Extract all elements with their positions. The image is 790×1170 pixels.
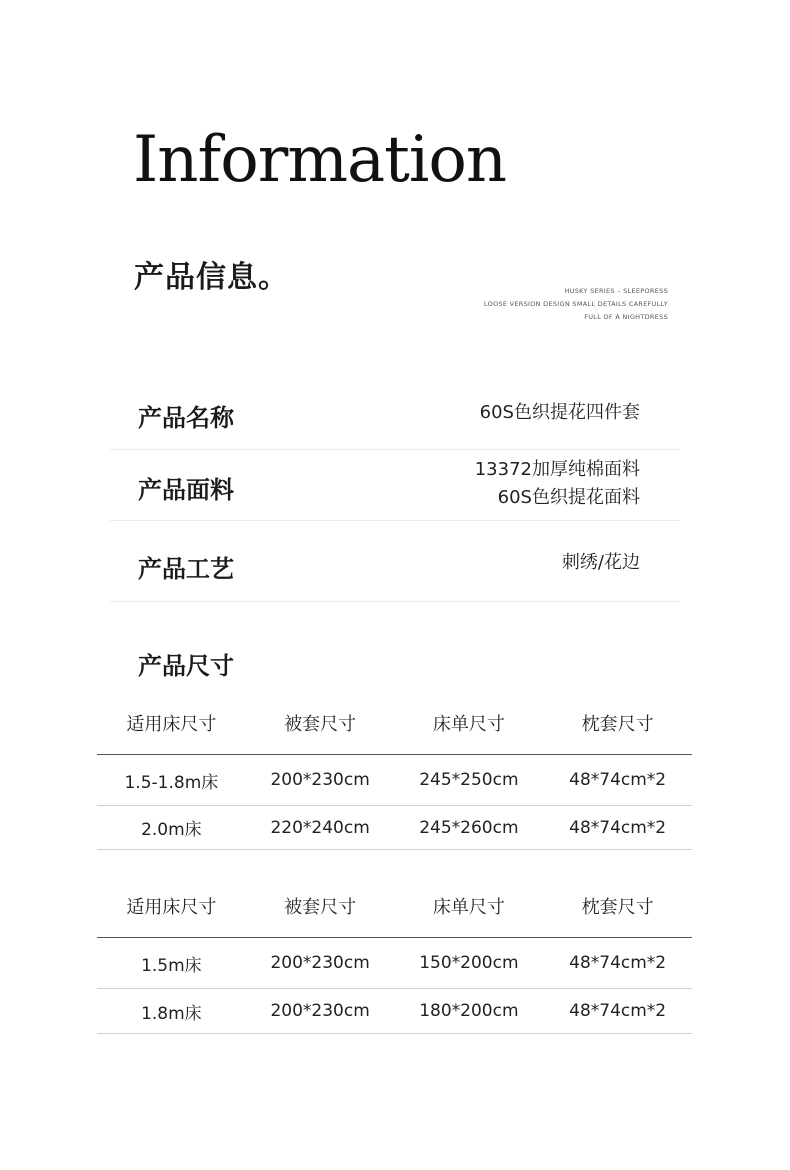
table-cell: 200*230cm: [246, 989, 395, 1034]
info-row-fabric: [110, 450, 680, 521]
column-header: 适用床尺寸: [97, 875, 246, 938]
column-header: 床单尺寸: [395, 875, 544, 938]
table-cell: 48*74cm*2: [543, 938, 692, 989]
tagline-line: LOOSE VERSION DESIGN SMALL DETAILS CAREFULLY: [483, 300, 668, 308]
sub-title: 产品信息。: [134, 260, 289, 295]
hero-title: Information: [133, 123, 507, 197]
table-cell: 48*74cm*2: [543, 989, 692, 1034]
size-table-1: [97, 692, 692, 850]
tagline-line: FULL OF A NIGHTDRESS: [584, 313, 668, 321]
table-cell: 245*260cm: [395, 806, 544, 850]
table-cell: 1.5m床: [97, 938, 246, 989]
tagline-line: HUSKY SERIES – SLEEPORESS: [564, 287, 668, 295]
table-cell: 180*200cm: [395, 989, 544, 1034]
table-row: [97, 755, 692, 806]
table-cell: 2.0m床: [97, 806, 246, 850]
table-cell: 48*74cm*2: [543, 806, 692, 850]
table-cell: 1.5-1.8m床: [97, 755, 246, 806]
column-header: 被套尺寸: [246, 875, 395, 938]
table-cell: 245*250cm: [395, 755, 544, 806]
table-cell: 48*74cm*2: [543, 755, 692, 806]
info-row-name: [110, 380, 680, 450]
info-value-line: 刺绣/花边: [561, 552, 640, 573]
info-value: [562, 549, 640, 577]
column-header: 床单尺寸: [395, 692, 544, 755]
info-value: [480, 399, 640, 427]
column-header: 适用床尺寸: [97, 692, 246, 755]
info-value-line: 60S色织提花四件套: [479, 402, 640, 423]
info-value-line: 13372加厚纯棉面料: [474, 459, 640, 480]
table-header-row: [97, 875, 692, 938]
info-row-craft: [110, 521, 680, 602]
tagline: [484, 285, 668, 324]
info-value: [475, 456, 640, 512]
table-row: [97, 989, 692, 1034]
table-cell: 1.8m床: [97, 989, 246, 1034]
info-label: 产品工艺: [138, 555, 234, 583]
column-header: 被套尺寸: [246, 692, 395, 755]
info-label: 产品面料: [138, 476, 234, 504]
size-table-2: [97, 875, 692, 1034]
info-label: 产品名称: [138, 404, 234, 432]
table-cell: 200*230cm: [246, 755, 395, 806]
table-cell: 150*200cm: [395, 938, 544, 989]
column-header: 枕套尺寸: [543, 875, 692, 938]
table-row: [97, 806, 692, 850]
table-cell: 220*240cm: [246, 806, 395, 850]
table-row: [97, 938, 692, 989]
table-cell: 200*230cm: [246, 938, 395, 989]
column-header: 枕套尺寸: [543, 692, 692, 755]
size-section-heading: 产品尺寸: [138, 652, 234, 680]
table-header-row: [97, 692, 692, 755]
info-value-line: 60S色织提花面料: [497, 487, 640, 508]
